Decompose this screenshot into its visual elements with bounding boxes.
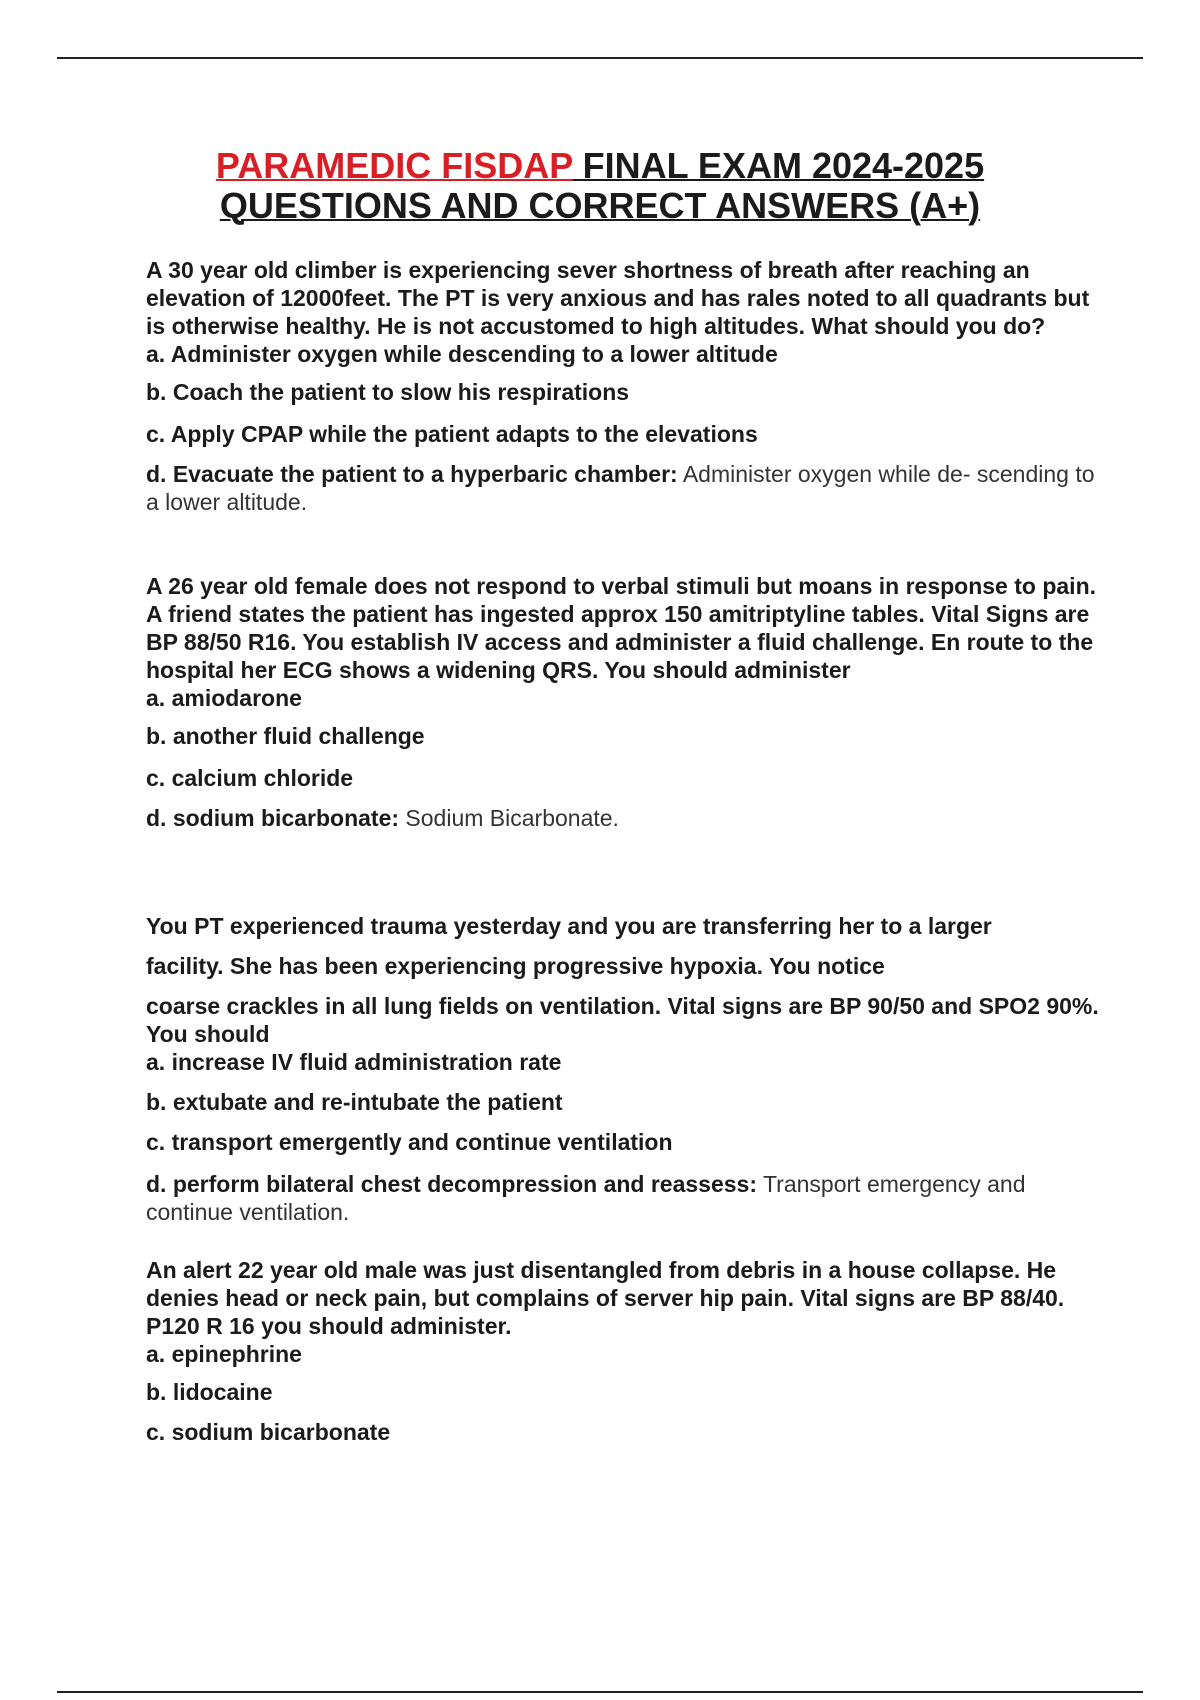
correct-answer: Administer oxygen while de- scending to a lower altitude. xyxy=(146,461,1095,515)
option-d: d. sodium bicarbonate: xyxy=(146,805,400,831)
question-stem: An alert 22 year old male was just disentangled from debris in a house collapse. He denies head or neck pain, but complains of server hip pain. Vital signs are BP 88/40. P120 R 16 you should administer. xyxy=(146,1257,1065,1339)
title-line2: QUESTIONS AND CORRECT ANSWERS (A+) xyxy=(219,185,981,226)
option-d-with-answer xyxy=(146,1170,1106,1226)
option-d-with-answer xyxy=(146,804,1106,832)
option-b: b. lidocaine xyxy=(146,1379,273,1405)
top-rule xyxy=(57,57,1143,59)
question-stem-line1: You PT experienced trauma yesterday and you are transferring her to a larger xyxy=(146,913,992,939)
question-4 xyxy=(146,1256,1106,1446)
option-c: c. sodium bicarbonate xyxy=(146,1419,391,1445)
correct-answer: Sodium Bicarbonate. xyxy=(399,805,619,831)
option-a: a. epinephrine xyxy=(146,1341,302,1367)
option-a: a. increase IV fluid administration rate xyxy=(146,1049,562,1075)
option-b: b. Coach the patient to slow his respirations xyxy=(146,379,630,405)
question-2 xyxy=(146,572,1106,832)
question-3 xyxy=(146,912,1106,1226)
bottom-rule xyxy=(57,1691,1143,1693)
option-c: c. calcium chloride xyxy=(146,765,354,791)
question-stem: A 26 year old female does not respond to verbal stimuli but moans in response to pain. A friend states the patient has ingested approx 150 amitriptyline tables. Vital Signs are BP 88/50 R16. You establish IV access and administer a fluid challenge. En route to the hospital her ECG shows a widening QRS. You should administer xyxy=(146,573,1097,683)
question-stem-line2: facility. She has been experiencing progressive hypoxia. You notice xyxy=(146,953,885,979)
option-c: c. transport emergently and continue ventilation xyxy=(146,1129,673,1155)
option-b: b. extubate and re-intubate the patient xyxy=(146,1089,563,1115)
correct-answer: Transport emergency and continue ventilation. xyxy=(146,1171,1026,1225)
option-a: a. amiodarone xyxy=(146,685,302,711)
question-stem-line3: coarse crackles in all lung fields on ventilation. Vital signs are BP 90/50 and SPO2 90%. You should xyxy=(146,993,1099,1047)
question-1 xyxy=(146,256,1106,516)
option-c: c. Apply CPAP while the patient adapts to the elevations xyxy=(146,421,758,447)
document-title xyxy=(0,146,1200,226)
title-red-part: PARAMEDIC FISDAP xyxy=(215,145,573,186)
option-d: d. perform bilateral chest decompression and reassess: xyxy=(146,1171,758,1197)
option-a: a. Administer oxygen while descending to a lower altitude xyxy=(146,341,778,367)
option-d-with-answer xyxy=(146,460,1106,516)
option-d: d. Evacuate the patient to a hyperbaric chamber: xyxy=(146,461,678,487)
option-b: b. another fluid challenge xyxy=(146,723,425,749)
title-rest: FINAL EXAM 2024-2025 xyxy=(572,145,985,186)
question-stem: A 30 year old climber is experiencing sever shortness of breath after reaching an elevation of 12000feet. The PT is very anxious and has rales noted to all quadrants but is otherwise healthy. He is not accustomed to high altitudes. What should you do? xyxy=(146,257,1090,339)
